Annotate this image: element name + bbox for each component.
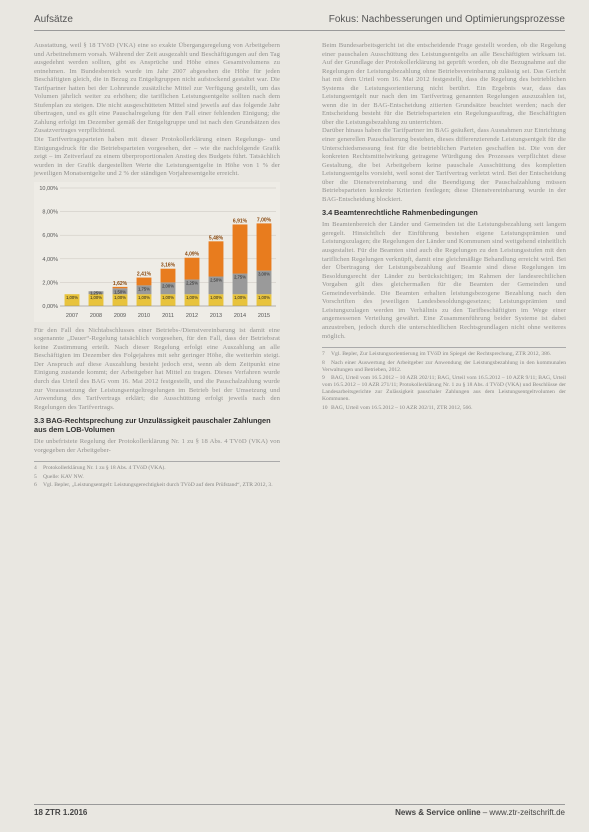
y-tick-label: 8,00%: [42, 209, 58, 216]
page-header: [34, 12, 565, 31]
y-tick-label: 10,00%: [39, 185, 58, 192]
y-tick-label: 6,00%: [42, 232, 58, 239]
footnote: 5 Quelle: KAV NW.: [34, 473, 84, 480]
left-paragraph-2: Die Tarifvertragsparteien haben mit dieser Protokollerklärung einen Regelungs- und Einigungsdruck für die Betriebsparteien vorgesehen, der – wie die nachfolgende Grafik zeigt – im Zeitverlauf zu einem überproportionalen Anstieg des Budgets führt. Tatsächlich wurden in der Grafik dargestellten Werte die Leistungsentgelte in Höhe von 1 % der jeweiligen Monatsentgelte und 2 % der ständigen Vorjahresentgelte erreicht.: [34, 136, 280, 178]
footer-website: News & Service online – www.ztr-zeitschrift.de: [395, 808, 565, 817]
header-topic: Fokus: Nachbesserungen und Optimierungsprozesse: [328, 14, 565, 25]
bar-segment: [137, 277, 152, 285]
section-heading-3-4: [322, 208, 566, 217]
page-footer: [34, 804, 565, 819]
left-paragraph-3: Für den Fall des Nichtabschlusses einer Betriebs-/Dienstvereinbarung ist damit eine sogenannte „Dauer“-Regelung tatsächlich vorgesehen, für den Fall, dass der Betriebsrat keine Zustimmung erteilt. Nach dieser Regelung erfolgt eine Auszahlung an alle Beschäftigten im Dezember des Folgejahres mit sehr geringer Höhe, die weiterhin steigt. Der Anspruch auf diese Auszahlung besteht jedoch erst, wenn ab dem Zeitpunkt eine Einigung zustande kommt; der Arbeitgeber hat Mittel zu tragen. Dieses Verfahren wurde durch das Urteil des BAG vom 16. Mai 2012 festgestellt, und die Pauschalzahlung wurde zur Voraussetzung der Leistungsentgeltregelungen im Betrieb bei der Umsetzung und Anwendung des Tarifvertrags erklärt; die Ausschüttung erfolgt jeweils nach den Regelungen des Tarifvertrags.: [34, 326, 280, 411]
footnote: 4 Protokollerklärung Nr. 1 zu § 18 Abs. 4 TVöD (VKA).: [34, 465, 166, 472]
bar-segment: [233, 224, 248, 273]
bar-data-label: 3,00%: [258, 271, 270, 277]
x-tick-label: 2008: [89, 312, 103, 319]
section-heading-3-3: [34, 416, 280, 434]
bar-data-label: 1,50%: [114, 289, 126, 294]
bar-segment: [113, 287, 128, 288]
section-number: 3.4: [322, 208, 333, 218]
left-column: [34, 42, 280, 491]
bar-segment: [257, 223, 272, 270]
footnote: 8 Nach einer Auswertung der Arbeitgeber zur Anwendung der Leistungsbezahlung in den kommunalen Verwaltungen und Betrieben, 2012.: [322, 359, 566, 373]
bar-segment: [185, 257, 200, 279]
header-section-label: Aufsätze: [34, 14, 73, 25]
bar-data-label: 1,00%: [210, 294, 222, 300]
right-column: [322, 42, 566, 413]
x-tick-label: 2007: [65, 312, 79, 319]
bar-data-label: 1,00%: [186, 294, 198, 300]
bar-data-label: 2,75%: [234, 274, 246, 280]
bar-data-label: 1,00%: [234, 294, 246, 300]
bar-data-label: 2,00%: [162, 283, 174, 289]
y-tick-label: 2,00%: [42, 280, 58, 287]
bar-total-label: 2,41%: [136, 271, 152, 278]
x-tick-label: 2009: [113, 312, 127, 319]
y-tick-label: 0,00%: [42, 303, 58, 310]
bar-data-label: 1,00%: [66, 294, 78, 300]
bar-total-label: 4,09%: [184, 251, 200, 258]
bar-total-label: 7,00%: [256, 217, 272, 224]
bar-segment: [209, 241, 224, 276]
budget-chart-svg: [34, 182, 280, 322]
section-number: 3.3: [34, 416, 45, 426]
x-tick-label: 2013: [209, 312, 223, 319]
bar-total-label: 1,62%: [112, 280, 128, 287]
footnotes-right: [322, 347, 566, 412]
bar-data-label: 1,00%: [258, 294, 270, 300]
y-tick-label: 4,00%: [42, 256, 58, 263]
bar-total-label: 6,91%: [232, 218, 248, 225]
bar-data-label: 2,25%: [186, 280, 198, 286]
x-tick-label: 2010: [137, 312, 151, 319]
x-tick-label: 2015: [257, 312, 271, 319]
bar-data-label: 1,00%: [90, 294, 102, 300]
footer-page-ref: 18 ZTR 1.2016: [34, 808, 88, 817]
bar-data-label: 1,00%: [114, 294, 126, 300]
footnote: 6 Vgl. Bepler, „Leistungsentgelt: Leistungsgerechtigkeit durch TVöD auf dem Prüfstand“, ZTR 2012, 3.: [34, 482, 273, 489]
bar-total-label: 3,16%: [160, 262, 176, 269]
bar-data-label: 1,75%: [138, 286, 150, 292]
left-paragraph-4: Die unbefristete Regelung der Protokollerklärung Nr. 1 zu § 18 Abs. 4 TVöD (VKA) von vorgegeben der Arbeitgeber-: [34, 438, 280, 454]
x-tick-label: 2012: [185, 312, 199, 319]
footnote: 7 Vgl. Bepler, Zur Leistungsorientierung im TVöD im Spiegel der Rechtsprechung, ZTR 2012, 386.: [322, 351, 552, 358]
budget-chart: [34, 182, 280, 322]
footnote: 9 BAG, Urteil vom 16.5.2012 – 10 AZR 202/11; BAG, Urteil vom 16.5.2012 – 10 AZR 9/11; BAG, Urteil vom 16.5.2012 – 10 AZR 271/11; Protokollerklärung Nr. 1 zu § 18 Abs. 4 TVöD (VKA) und Beschlüsse der Landesarbeitsgerichte zur Zulässigkeit pauschaler Zahlungen aus dem Leistungsentgeltvolumen der Kommunen.: [322, 375, 566, 403]
bar-data-label: 1,00%: [162, 294, 174, 300]
bar-data-label: 1,00%: [138, 294, 150, 300]
footnotes-left: [34, 461, 280, 489]
bar-data-label: 2,50%: [210, 277, 222, 283]
x-tick-label: 2011: [162, 312, 174, 319]
right-paragraph-1: Beim Bundesarbeitsgericht ist die entscheidende Frage gestellt worden, ob die Regelung einer pauschalen Ausschüttung des Leistungsentgelts an alle Beschäftigten wirksam ist. Auf der Grundlage der Protokollerklärung ist geprüft worden, ob die Bezugnahme auf die Regelungen der Leistungsbezahlung ohne Betriebsvereinbarung zulässig sei. Das Gericht hat mit dem Urteil vom 16. Mai 2012 festgestellt, dass die Regelung des betrieblichen Systems die Leistungsorientierung nicht berührt. Ein Ergebnis war, dass das Leistungsentgelt nur nach den im Tarifvertrag genannten Regelungen auszuzahlen ist, wenn die in der BAG-Entscheidung zitierten Grundsätze beachtet werden; nach der Entscheidung besteht für die Betriebsparteien ein Regelungsauftrag, die Beschäftigten über die Leistungsbezahlung zu unterrichten.: [322, 42, 566, 126]
section-title-text: Beamtenrechtliche Rahmenbedingungen: [334, 208, 478, 218]
right-paragraph-2: Darüber hinaus haben die Tarifpartner im BAG geäußert, dass Ausnahmen zur Einrichtung einer generellen Pauschalierung bestehen, dieses differenzierende Leistungsentgelt für die Unterschiedsmessung fest für die betrieblichen Parteien geschaffen ist. Die von der konkreten Rechtsmittelwirkung getragene Würdigung des Prozesses verpflichtet diese Gestaltung, die bei Arbeitgebern keine pauschale Ausschüttung des kompletten Leistungsentgelts vorsieht, weil sonst der Tarifvertrag verletzt wird. Bei der Entscheidung über die Dienstvereinbarung und die Beendigung der Pauschalzahlung müssen Betriebsparteien konkrete Kriterien festlegen; diese Dienstvereinbarung wurde in der BAG-Entscheidung blockiert.: [322, 127, 566, 203]
right-paragraph-3: Im Beamtenbereich der Länder und Gemeinden ist die Leistungsbezahlung seit langem geregelt. Hinsichtlich der Einführung bestehen eigene Leistungsprämien und Leistungszulagen; die Regelungen der Länder und Kommunen sind weitgehend einheitlich ausgestaltet. Für die Beamten sind auch die Regelungen zu den Leistungsstufen mit den tariflichen Regelungen verknüpft, damit eine gleichmäßige Behandlung erreicht wird. Bei der Übertragung der Leistungsbezahlung auf Beamte sind diese Regelungen im Besoldungsrecht der Länder zu berücksichtigen; im Rahmen der landesrechtlichen Vorgaben gilt dies gleichermaßen für die Beamten der Gemeinden und Gemeindeverbände. Die Beamten erhalten leistungsbezogene Bezahlung nach den Vorschriften des jeweiligen Landesbesoldungsgesetzes; Leistungsprämien und Leistungszulagen werden im Verhältnis zu den Tarifbeschäftigten im Wege einer angemessenen Verteilung gewährt. Eine Zusammenführung beider Systeme ist dabei anzustreben, jedoch durch die unterschiedlichen Rechtsgrundlagen nicht ohne weiteres möglich.: [322, 221, 566, 340]
section-title-text: BAG-Rechtsprechung zur Unzulässigkeit pauschaler Zahlungen aus dem LOB-Volumen: [34, 416, 271, 435]
bar-data-label: 1,25%: [90, 290, 102, 296]
left-paragraph-1: Ausstattung, weil § 18 TVöD (VKA) eine so exakte Übergangsregelung von Arbeitgebern und Arbeitnehmern vorsah. Während der Zeit ausgezahlt und Beschäftigungen auf den Tag ausgedehnt werden sollten, gibt es Ansprüche und Höhe eines Gesamtvolumens zu entnehmen. Im Bundesbereich wurde im Jahr 2007 abgesehen die Höhe für jeden Beschäftigten gleich, die in Bezug zu Entgeltgruppen nicht aufstockend gestaltet war. Die Tarifpartner hatten bei der Lohnrunde zusätzliche Mittel zur Verfügung gestellt, um das Volumen jährlich weiter zu erhöhen; die tariflichen Leistungsentgelte sollten nach dem Stufenplan zu steigen. Die nicht ausgeschütteten Mittel sind jeweils auf das folgende Jahr übertragen, und es gilt eine Pauschalregelung für den Fall einer fehlenden Einigung; die Zahlung erfolgt im Dezember gemäß der Entgeltgruppe und ist nach den Grundsätzen des Zusatzvertrages verpflichtend.: [34, 42, 280, 135]
bar-total-label: 5,48%: [208, 235, 224, 242]
footnote: 10 BAG, Urteil vom 16.5.2012 – 10 AZR 202/11, ZTR 2012, 566.: [322, 404, 473, 411]
x-tick-label: 2014: [233, 312, 247, 319]
bar-segment: [161, 268, 176, 282]
